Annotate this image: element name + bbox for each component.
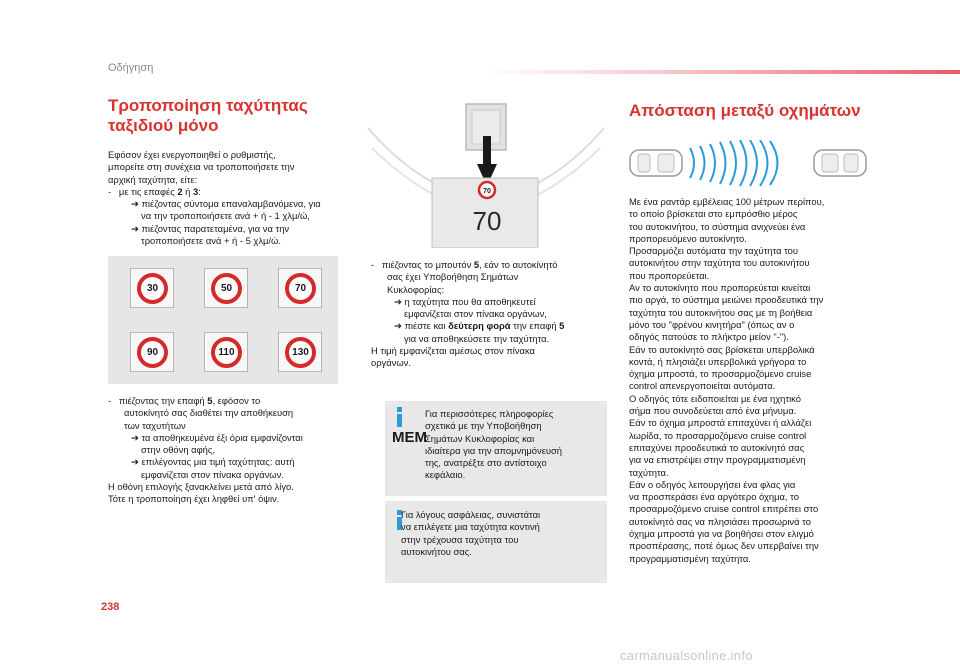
sub-bullet-short-press: ➔ πιέζοντας σύντομα επαναλαμβανόμενα, για [131, 198, 321, 210]
body-line: προγραμματισμένη ταχύτητα. [629, 552, 751, 564]
body-line: προσπέρασης, ποτέ όμως δεν υπερβαίνει την [629, 540, 819, 552]
small-sign-value: 70 [483, 188, 491, 195]
speed-limit-sign: 70 [285, 273, 316, 304]
own-car-icon [630, 150, 682, 176]
middle-tsr-block [371, 259, 616, 370]
bullet-key-5-cont: των ταχυτήτων [124, 419, 186, 431]
sub-bullet-select: ➔ επιλέγοντας μια τιμή ταχύτητας: αυτή [131, 456, 295, 468]
body-line: Με ένα ραντάρ εμβέλειας 100 μέτρων περίπου, [629, 196, 825, 207]
body-line: Προσαρμόζει αυτόματα την ταχύτητα του [629, 245, 799, 257]
sub-bullet-short-press-cont: να την τροποποιήσετε ανά + ή - 1 χλμ/ώ, [141, 210, 310, 222]
right-heading: Απόσταση μεταξύ οχημάτων [629, 101, 861, 120]
memo-line: σχετικά με την Υποβοήθηση [425, 420, 542, 432]
memo-line: Σημάτων Κυκλοφορίας και [425, 432, 535, 444]
bullet-key-5-cont: αυτοκίνητό σας διαθέτει την αποθήκευση [124, 407, 294, 419]
mem-label: MEM [392, 429, 427, 446]
body-line: επιταχύνει προοδευτικά το αυτοκίνητό σας [629, 441, 805, 453]
body-line: control απενεργοποιείται αυτόματα. [629, 380, 776, 392]
speed-limit-sign: 130 [285, 337, 316, 368]
body-line: να προσπεράσει ένα αργότερο όχημα, το [629, 491, 799, 503]
body-line: Ο οδηγός τότε ειδοποιείται με ένα ηχητικό [629, 392, 801, 404]
safety-line: να επιλέγετε μια ταχύτητα κοντινή [401, 521, 540, 533]
speed-limit-sign: 110 [211, 337, 242, 368]
speed-limit-sign: 90 [137, 337, 168, 368]
body-line: προσαρμοζόμενο cruise control επιτρέπει στο [629, 503, 819, 515]
memo-text [425, 408, 562, 482]
body-line: του αυτοκινήτου, το σύστημα ανιχνεύει ένα [629, 220, 806, 232]
vehicle-distance-illustration [628, 140, 880, 188]
memo-line: Για περισσότερες πληροφορίες [425, 408, 554, 419]
sub-bullet-select-cont: εμφανίζεται στον πίνακα οργάνων. [141, 468, 284, 480]
closing-line: Η οθόνη επιλογής ξανακλείνει μετά από λίγο. [108, 481, 294, 493]
left-heading-line2: ταξιδιού μόνο [108, 116, 219, 135]
radar-beam-icon [690, 140, 778, 186]
body-line: για να επιστρέψει στην προγραμματισμένη [629, 454, 806, 466]
safety-text [401, 509, 540, 558]
body-line: που προπορεύεται. [629, 269, 710, 281]
vehicle-ahead-icon [814, 150, 866, 176]
section-title: Οδήγηση [108, 62, 154, 74]
sub-bullet-press-again: ➔ πιέστε και δεύτερη φορά την επαφή 5 [394, 320, 565, 332]
sub-bullet-stored: ➔ τα αποθηκευμένα έξι όρια εμφανίζονται [131, 431, 303, 443]
body-line: πιο αργά, το σύστημα μειώνει προοδευτικά την [629, 294, 824, 306]
safety-line: αυτοκινήτου σας. [401, 545, 472, 557]
memo-line: της, ανατρέξτε στο αντίστοιχο [425, 457, 547, 469]
body-line: Εάν το αυτοκίνητό σας βρίσκεται υπερβολικά [629, 343, 815, 355]
body-line: ταχύτητα του αυτοκινήτου σας με τη βοήθεια [629, 306, 813, 318]
body-line: το οποίο βρίσκεται στο εμπρόσθιο μέρος [629, 208, 798, 220]
body-line: Εάν το όχημα μπροστά επιταχύνει ή αλλάζει [629, 417, 812, 429]
intro-line: αρχική ταχύτητα, είτε: [108, 173, 198, 185]
bullet-key-5: - πιέζοντας την επαφή 5, εφόσον το [108, 395, 261, 406]
intro-line: μπορείτε στη συνέχεια να τροποποιήσετε την [108, 161, 295, 173]
body-line: Εάν ο οδηγός λειτουργήσει ένα φλας για [629, 478, 796, 490]
bullet-button-5: - πιέζοντας το μπουτόν 5, εάν το αυτοκίνητό [371, 259, 558, 270]
body-line: όχημα μπροστά, το προσαρμοζόμενο cruise [629, 368, 812, 380]
safety-line: στην τρέχουσα ταχύτητα του [401, 533, 519, 545]
cluster-speed-value: 70 [472, 206, 502, 236]
bullet-keys-2-3: - με τις επαφές 2 ή 3: [108, 185, 201, 197]
watermark: carmanualsonline.info [620, 648, 753, 663]
left-heading [108, 96, 308, 136]
speed-limit-sign: 50 [211, 273, 242, 304]
body-line: Αν το αυτοκίνητο που προπορεύεται κινείται [629, 282, 811, 294]
body-line: λωρίδα, το προσαρμοζόμενο cruise control [629, 429, 807, 441]
safety-info-box [385, 501, 607, 583]
memo-info-box [385, 401, 607, 496]
speed-sign-card [278, 268, 322, 308]
body-line: μόνο του "φρένου κινητήρα" (όπως αν ο [629, 318, 795, 330]
sub-bullet-long-press-cont: τροποποιήσετε ανά + ή - 5 χλμ/ώ. [141, 235, 281, 247]
memo-line: ιδιαίτερα για την απομνημόνευσή [425, 444, 563, 456]
intro-line: Εφόσον έχει ενεργοποιηθεί ο ρυθμιστής, [108, 149, 276, 160]
closing-line: Η τιμή εμφανίζεται αμέσως στον πίνακα [371, 345, 535, 357]
bullet-button-5-cont: σας έχει Υποβοήθηση Σημάτων [387, 271, 519, 283]
bullet-button-5-cont: Κυκλοφορίας: [387, 283, 445, 295]
sub-bullet-displayed-cont: εμφανίζεται στον πίνακα οργάνων, [404, 308, 547, 320]
sub-bullet-stored-cont: στην οθόνη αφής, [141, 444, 215, 456]
memo-line: κεφάλαιο. [425, 469, 466, 481]
right-body-text [629, 196, 869, 565]
body-line: σήμα που συνοδεύεται από ένα μήνυμα. [629, 405, 797, 417]
body-line: ταχύτητα. [629, 466, 669, 478]
left-intro-block [108, 149, 348, 247]
speed-limit-sign: 30 [137, 273, 168, 304]
speed-sign-card [278, 332, 322, 372]
sub-bullet-long-press: ➔ πιέζοντας παρατεταμένα, για να την [131, 222, 290, 234]
speed-sign-card [204, 268, 248, 308]
speed-sign-card [130, 268, 174, 308]
left-heading-line1: Τροποποίηση ταχύτητας [108, 96, 308, 115]
speed-memory-panel [108, 256, 338, 384]
sub-bullet-displayed: ➔ η ταχύτητα που θα αποθηκευτεί [394, 295, 536, 307]
body-line: κοντά, ή πλησιάζει υπερβολικά γρήγορα το [629, 355, 807, 367]
info-icon [395, 407, 404, 427]
page-number: 238 [101, 601, 120, 613]
header-rule [480, 70, 960, 74]
closing-line: οργάνων. [371, 357, 411, 369]
instrument-panel-illustration [362, 88, 610, 248]
left-memory-block [108, 395, 353, 506]
speed-sign-card [130, 332, 174, 372]
safety-line: Για λόγους ασφάλειας, συνιστάται [401, 509, 541, 520]
body-line: προπορευόμενο αυτοκίνητο. [629, 232, 747, 244]
speed-sign-card [204, 332, 248, 372]
closing-line: Τότε η τροποποίηση έχει ληφθεί υπ' όψιν. [108, 493, 280, 505]
body-line: αυτοκίνητό σας να πλησιάσει προσωρινά το [629, 515, 811, 527]
body-line: αυτοκινήτου στην ταχύτητα του αυτοκινήτου [629, 257, 810, 269]
sub-bullet-press-again-cont: για να αποθηκεύσετε την ταχύτητα. [404, 332, 550, 344]
body-line: όχημα μπροστά για να βοηθήσει στον ελιγμό [629, 528, 814, 540]
body-line: οδηγός πατούσε το πλήκτρο μείον "-"). [629, 331, 789, 343]
